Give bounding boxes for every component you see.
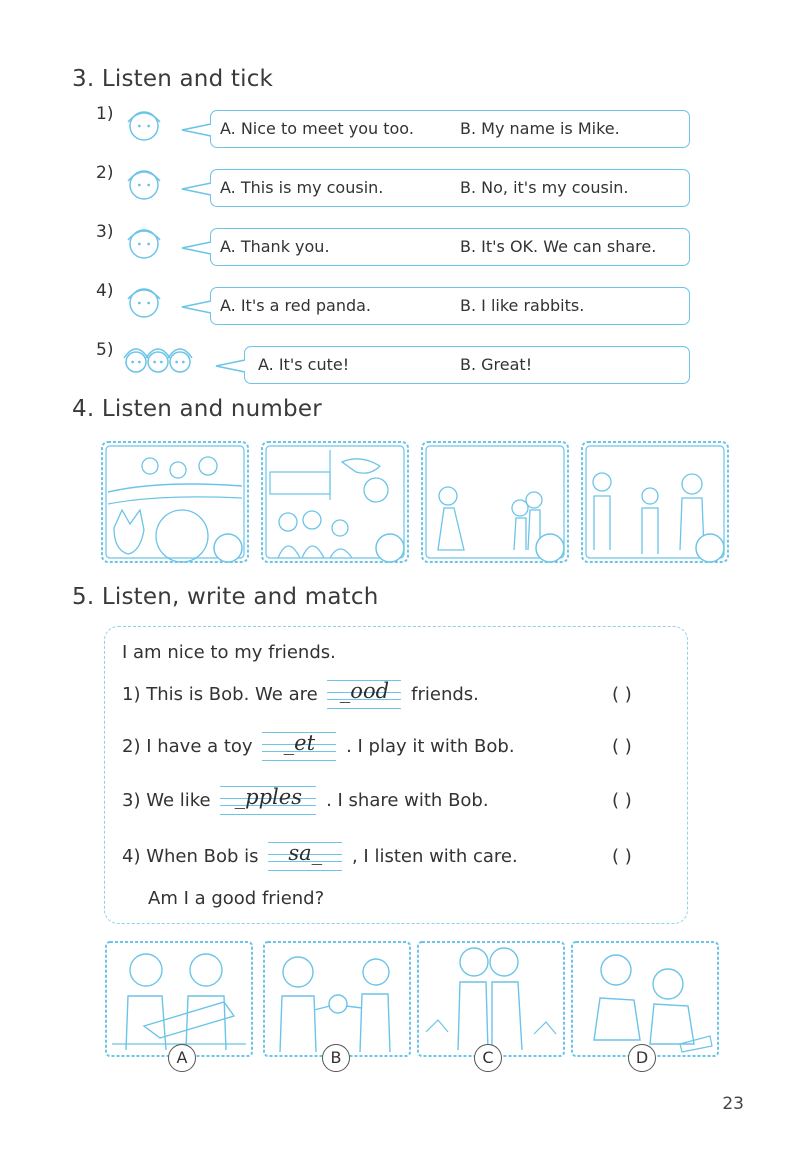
tick-item-2 [92, 163, 692, 209]
match-label-a: A [168, 1044, 196, 1072]
option-b[interactable]: B. My name is Mike. [460, 119, 620, 138]
child-face-icon [122, 279, 166, 323]
tick-item-number: 2) [96, 163, 114, 183]
tick-item-5 [92, 340, 692, 386]
match-label-d: D [628, 1044, 656, 1072]
write-line-1-pre: 1) This is Bob. We are [122, 684, 318, 705]
tick-item-number: 3) [96, 222, 114, 242]
tick-item-number: 5) [96, 340, 114, 360]
bubble-tail-icon [180, 238, 212, 258]
match-answer-4[interactable]: ( ) [612, 846, 632, 867]
match-picture-d [570, 940, 720, 1058]
write-intro: I am nice to my friends. [122, 642, 336, 663]
answer-blank-1[interactable] [327, 676, 401, 714]
child-face-icon [122, 102, 166, 146]
picture-2 [260, 440, 410, 564]
option-a[interactable]: A. It's a red panda. [220, 296, 371, 315]
option-b[interactable]: B. Great! [460, 355, 533, 374]
picture-1 [100, 440, 250, 564]
bubble-tail-icon [180, 297, 212, 317]
tick-item-number: 4) [96, 281, 114, 301]
picture-3 [420, 440, 570, 564]
answer-blank-3[interactable] [220, 782, 316, 820]
write-line-2-pre: 2) I have a toy [122, 736, 253, 757]
answer-4-handwriting: sa_ [288, 841, 323, 865]
write-line-4-post: , I listen with care. [351, 846, 518, 867]
option-a[interactable]: A. Thank you. [220, 237, 330, 256]
write-line-3 [122, 782, 489, 820]
tick-item-1 [92, 104, 692, 150]
section-3-title: 3. Listen and tick [72, 66, 274, 92]
match-label-b: B [322, 1044, 350, 1072]
answer-3-handwriting: _pples [234, 785, 302, 809]
write-line-1-post: friends. [411, 684, 479, 705]
answer-blank-2[interactable] [262, 728, 336, 766]
write-line-3-post: . I share with Bob. [326, 790, 489, 811]
match-picture-a [104, 940, 254, 1058]
child-face-icon [122, 220, 166, 264]
child-face-icon [122, 338, 194, 382]
write-line-4 [122, 838, 518, 876]
match-picture-b [262, 940, 412, 1058]
answer-2-handwriting: _et [283, 731, 316, 755]
write-line-1 [122, 676, 479, 714]
option-b[interactable]: B. No, it's my cousin. [460, 178, 629, 197]
bubble-tail-icon [214, 356, 246, 376]
section-5-title: 5. Listen, write and match [72, 584, 379, 610]
match-answer-2[interactable]: ( ) [612, 736, 632, 757]
write-outro: Am I a good friend? [148, 888, 325, 909]
match-label-c: C [474, 1044, 502, 1072]
answer-blank-4[interactable] [268, 838, 342, 876]
option-a[interactable]: A. Nice to meet you too. [220, 119, 414, 138]
write-line-4-pre: 4) When Bob is [122, 846, 259, 867]
option-a[interactable]: A. This is my cousin. [220, 178, 384, 197]
section-4-title: 4. Listen and number [72, 396, 322, 422]
child-face-icon [122, 161, 166, 205]
page-number: 23 [722, 1094, 744, 1114]
bubble-tail-icon [180, 179, 212, 199]
tick-item-3 [92, 222, 692, 268]
option-b[interactable]: B. It's OK. We can share. [460, 237, 657, 256]
write-line-3-pre: 3) We like [122, 790, 211, 811]
bubble-tail-icon [180, 120, 212, 140]
write-box [104, 626, 688, 924]
write-line-2-post: . I play it with Bob. [346, 736, 515, 757]
match-answer-3[interactable]: ( ) [612, 790, 632, 811]
match-picture-c [416, 940, 566, 1058]
option-b[interactable]: B. I like rabbits. [460, 296, 585, 315]
tick-item-number: 1) [96, 104, 114, 124]
answer-1-handwriting: _ood [339, 679, 390, 703]
option-a[interactable]: A. It's cute! [258, 355, 350, 374]
tick-item-4 [92, 281, 692, 327]
match-answer-1[interactable]: ( ) [612, 684, 632, 705]
picture-4 [580, 440, 730, 564]
write-line-2 [122, 728, 515, 766]
